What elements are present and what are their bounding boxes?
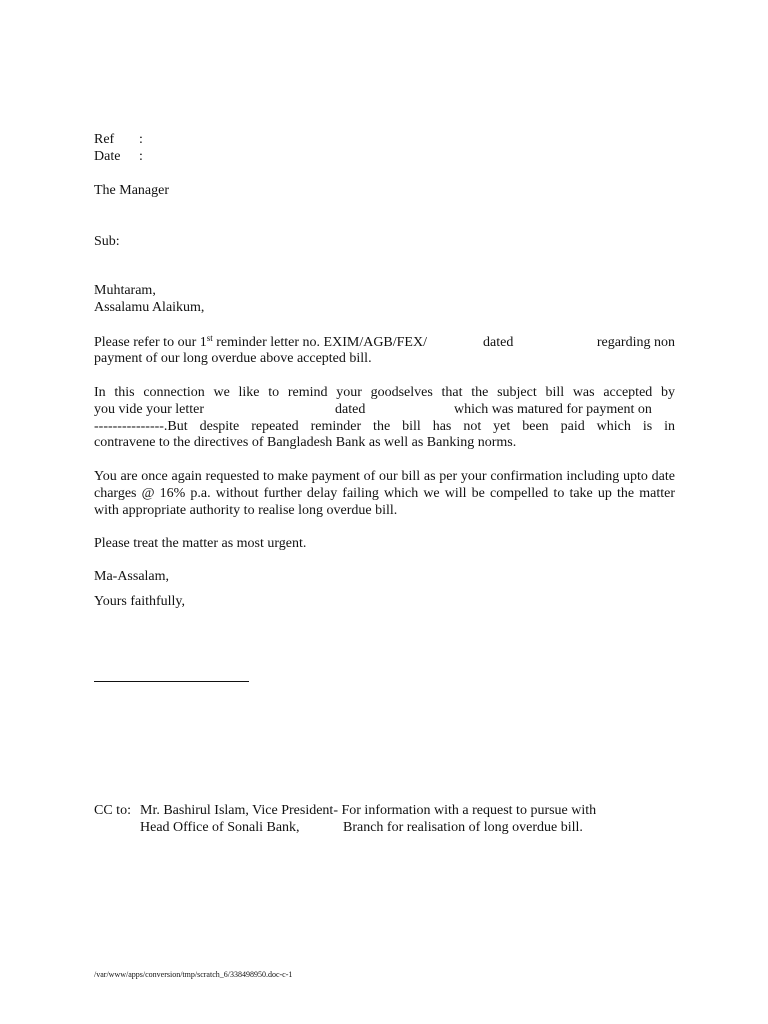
paragraph1-line2: payment of our long overdue above accepted bill.	[94, 351, 372, 366]
ref-colon: :	[139, 132, 143, 147]
footer-file-path: /var/www/apps/conversion/tmp/scratch_6/338498950.doc-c-1	[94, 970, 293, 979]
cc-label: CC to:	[94, 803, 131, 818]
closing-line2: Yours faithfully,	[94, 594, 186, 609]
paragraph2-line1: In this connection we like to remind your goodselves that the subject bill was accepted by	[94, 385, 675, 400]
ordinal-suffix: st	[206, 333, 213, 343]
paragraph4: Please treat the matter as most urgent.	[94, 536, 307, 551]
cc-line2-branch: Branch for realisation of long overdue bill.	[343, 820, 583, 835]
date-label: Date	[94, 149, 121, 164]
paragraph1-ref	[94, 334, 427, 351]
date-colon: :	[139, 149, 143, 164]
paragraph1-regarding: regarding non	[596, 335, 675, 350]
ref-label: Ref	[94, 132, 115, 147]
signature-line	[94, 681, 249, 682]
salutation-line1: Muhtaram,	[94, 283, 156, 298]
addressee: The Manager	[94, 183, 170, 198]
paragraph2-matured: which was matured for payment on	[454, 402, 652, 417]
cc-line1: Mr. Bashirul Islam, Vice President- For information with a request to pursue with	[140, 803, 597, 818]
paragraph2-line2	[94, 401, 675, 418]
paragraph2-line3: ---------------.But despite repeated reminder the bill has not yet been paid which is in	[94, 419, 675, 434]
paragraph1-line1	[94, 334, 675, 351]
paragraph1-letter-ref: reminder letter no. EXIM/AGB/FEX/	[212, 335, 427, 350]
paragraph1-lead: Please refer to our 1	[94, 335, 207, 350]
subject-label: Sub:	[94, 234, 120, 249]
paragraph1-dated: dated	[483, 335, 514, 350]
closing-line1: Ma-Assalam,	[94, 569, 170, 584]
paragraph2-dated: dated	[335, 402, 366, 417]
cc-line2-head-office: Head Office of Sonali Bank,	[140, 820, 300, 835]
paragraph3: You are once again requested to make payment of our bill as per your confirmation including upto date charges @ 16% p.a. without further delay failing which we will be compelled to take up the matter with appropriate authority to realise long overdue bill.	[94, 469, 675, 518]
salutation-line2: Assalamu Alaikum,	[94, 300, 205, 315]
paragraph2-line4: contravene to the directives of Bangladesh Bank as well as Banking norms.	[94, 435, 517, 450]
paragraph2-vide-letter: you vide your letter	[94, 402, 205, 417]
